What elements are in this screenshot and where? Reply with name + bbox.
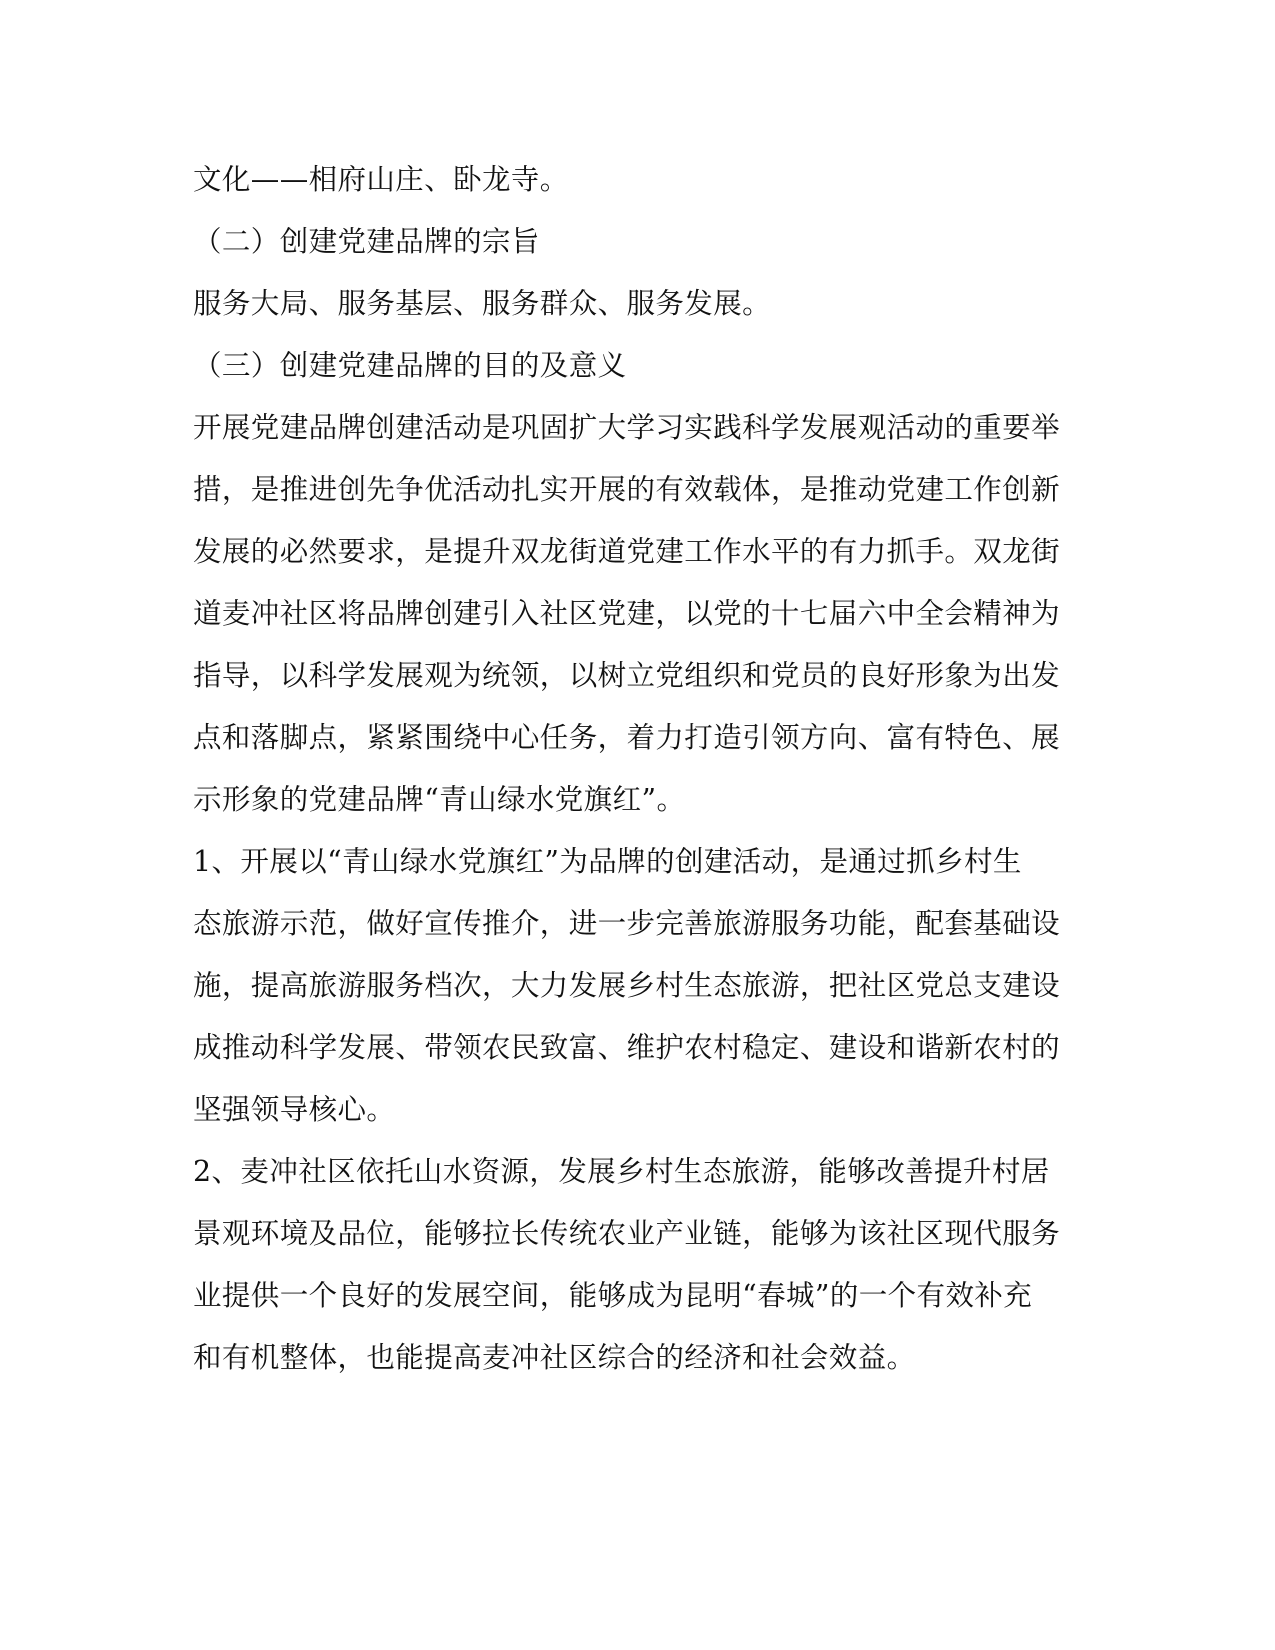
text-line: 成推动科学发展、带领农民致富、维护农村稳定、建设和谐新农村的 [193,1031,1061,1064]
text-line: 坚强领导核心。 [193,1093,396,1126]
text-line: 和有机整体，也能提高麦冲社区综合的经济和社会效益。 [193,1341,916,1374]
text-line: 施，提高旅游服务档次，大力发展乡村生态旅游，把社区党总支建设 [193,969,1061,1002]
text-line: 示形象的党建品牌“青山绿水党旗红”。 [193,783,686,816]
list-item-2: 2、麦冲社区依托山水资源，发展乡村生态旅游，能够改善提升村居 [193,1155,1050,1188]
text-line: 措，是推进创先争优活动扎实开展的有效载体，是推动党建工作创新 [193,473,1061,506]
list-item-1: 1、开展以“青山绿水党旗红”为品牌的创建活动，是通过抓乡村生 [193,845,1022,878]
text-line: 点和落脚点，紧紧围绕中心任务，着力打造引领方向、富有特色、展 [193,721,1061,754]
text-line: 服务大局、服务基层、服务群众、服务发展。 [193,287,772,320]
text-line: 指导，以科学发展观为统领，以树立党组织和党员的良好形象为出发 [193,659,1061,692]
text-line: 业提供一个良好的发展空间，能够成为昆明“春城”的一个有效补充 [193,1279,1033,1312]
text-line: 开展党建品牌创建活动是巩固扩大学习实践科学发展观活动的重要举 [193,411,1061,444]
text-line: 态旅游示范，做好宣传推介，进一步完善旅游服务功能，配套基础设 [193,907,1061,940]
text-line: 景观环境及品位，能够拉长传统农业产业链，能够为该社区现代服务 [193,1217,1061,1250]
section-heading: （二）创建党建品牌的宗旨 [193,225,540,258]
text-line: 发展的必然要求，是提升双龙街道党建工作水平的有力抓手。双龙街 [193,535,1061,568]
text-line: 文化——相府山庄、卧龙寺。 [193,163,569,196]
text-line: 道麦冲社区将品牌创建引入社区党建，以党的十七届六中全会精神为 [193,597,1061,630]
section-heading: （三）创建党建品牌的目的及意义 [193,349,627,382]
